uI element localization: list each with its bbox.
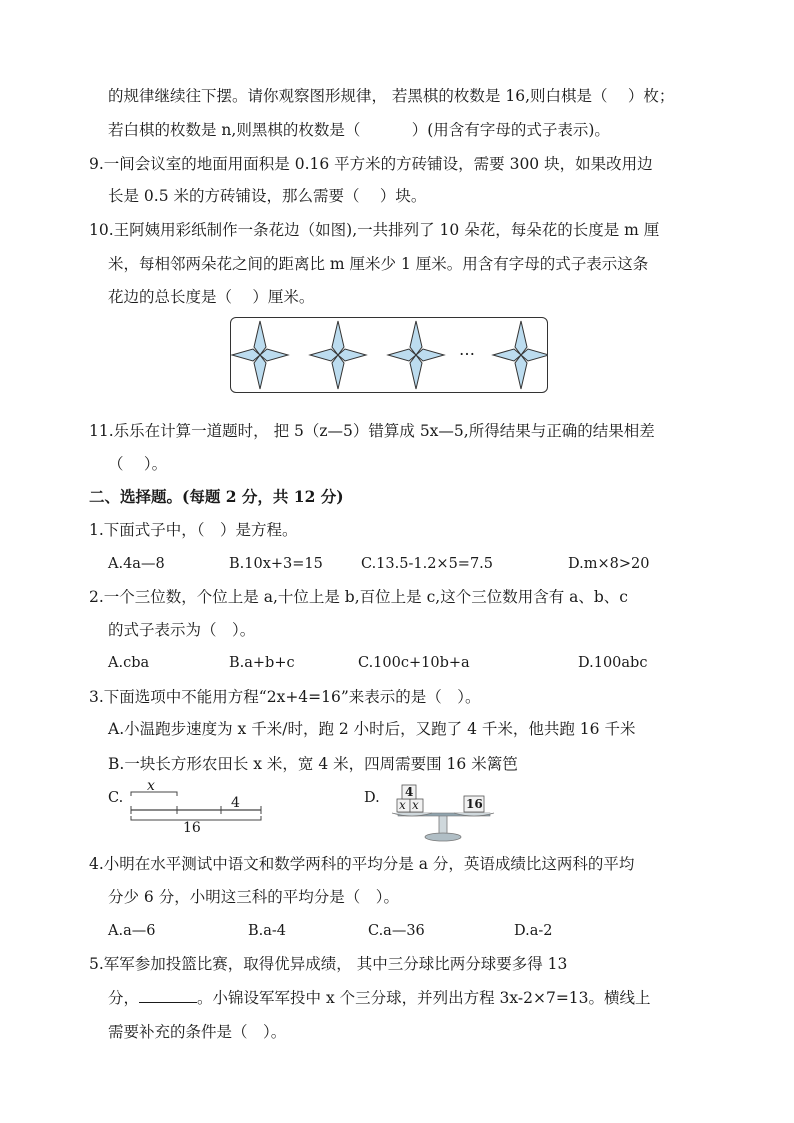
c5-line3: 需要补充的条件是（ ）。: [108, 1023, 287, 1041]
c4-line2: 分少 6 分，小明这三科的平均分是（ ）。: [108, 888, 399, 906]
q10-line1: 10.王阿姨用彩纸制作一条花边（如图),一共排列了 10 朵花，每朵花的长度是 m 厘: [89, 221, 660, 239]
c4-option-a: A.a—6: [108, 923, 156, 939]
flower-4: [493, 321, 548, 389]
c2-option-b: B.a+b+c: [229, 655, 295, 671]
q10-line3: 花边的总长度是（ ）厘米。: [108, 288, 315, 306]
c1-stem: 1.下面式子中，（ ）是方程。: [89, 521, 298, 539]
c4-option-d: D.a-2: [514, 923, 553, 939]
scale-block-16: 16: [466, 797, 483, 811]
c4-option-c: C.a—36: [368, 923, 425, 939]
c3-option-a: A.小温跑步速度为 x 千米/时，跑 2 小时后，又跑了 4 千米，他共跑 16 千米: [108, 720, 636, 738]
c3-option-b: B.一块长方形农田长 x 米，宽 4 米，四周需要围 16 米篱笆: [108, 755, 518, 773]
flower-ellipsis: …: [459, 340, 475, 359]
c1-option-a: A.4a—8: [108, 556, 165, 572]
q11-line1: 11.乐乐在计算一道题时， 把 5（z—5）错算成 5x—5,所得结果与正确的结果相差: [89, 422, 655, 440]
c2-line1: 2.一个三位数，个位上是 a,十位上是 b,百位上是 c,这个三位数用含有 a、b、c: [89, 588, 628, 606]
c3-stem: 3.下面选项中不能用方程“2x+4=16”来表示的是（ ）。: [89, 688, 481, 706]
q9-line2: 长是 0.5 米的方砖铺设，那么需要（ ）块。: [108, 187, 427, 205]
flower-2: [310, 321, 366, 389]
q10-line2: 米，每相邻两朵花之间的距离比 m 厘米少 1 厘米。用含有字母的式子表示这条: [108, 255, 649, 273]
c3-option-d-label: D.: [364, 790, 380, 806]
c5-line2-suffix: 。小锦设军军投中 x 个三分球，并列出方程 3x-2×7=13。横线上: [197, 989, 651, 1007]
scale-block-x-2: x: [412, 798, 419, 812]
c1-option-c: C.13.5-1.2×5=7.5: [361, 556, 494, 572]
c4-option-b: B.a-4: [248, 923, 287, 939]
flower-border-figure: [230, 317, 548, 393]
section-2-title: 二、选择题。(每题 2 分，共 12 分): [89, 487, 344, 506]
q9-line1: 9.一间会议室的地面用面积是 0.16 平方米的方砖铺设，需要 300 块，如果改用边: [89, 155, 653, 173]
c2-option-a: A.cba: [108, 655, 150, 671]
c1-option-d: D.m×8>20: [568, 556, 650, 572]
flower-3: [388, 321, 444, 389]
scale-block-x-1: x: [399, 798, 406, 812]
c2-option-c: C.100c+10b+a: [358, 655, 470, 671]
c5-line2: [108, 988, 651, 1008]
c4-line1: 4.小明在水平测试中语文和数学两科的平均分是 a 分，英语成绩比这两科的平均: [89, 855, 635, 873]
c3-option-c-label: C.: [108, 790, 124, 806]
balance-scale-figure: [388, 783, 500, 845]
c2-option-d: D.100abc: [578, 655, 648, 671]
flower-1: [232, 321, 288, 389]
q8-line1: 的规律继续往下摆。请你观察图形规律， 若黑棋的枚数是 16,则白棋是（ ）枚；: [108, 87, 675, 105]
segment-16-label: 16: [183, 820, 201, 836]
c2-line2: 的式子表示为（ ）。: [108, 621, 256, 639]
segment-4-label: 4: [231, 795, 240, 811]
segment-x-label: x: [147, 778, 155, 794]
segment-diagram: [125, 778, 275, 838]
c5-answer-blank: [139, 988, 197, 1003]
scale-block-4: 4: [405, 785, 414, 799]
q8-line2: 若白棋的枚数是 n,则黑棋的枚数是（ ）(用含有字母的式子表示)。: [108, 121, 610, 139]
c5-line1: 5.军军参加投篮比赛，取得优异成绩， 其中三分球比两分球要多得 13: [89, 955, 568, 973]
q11-line2: （ ）。: [108, 455, 168, 473]
c1-option-b: B.10x+3=15: [229, 556, 323, 572]
c5-line2-prefix: 分，: [108, 989, 140, 1007]
